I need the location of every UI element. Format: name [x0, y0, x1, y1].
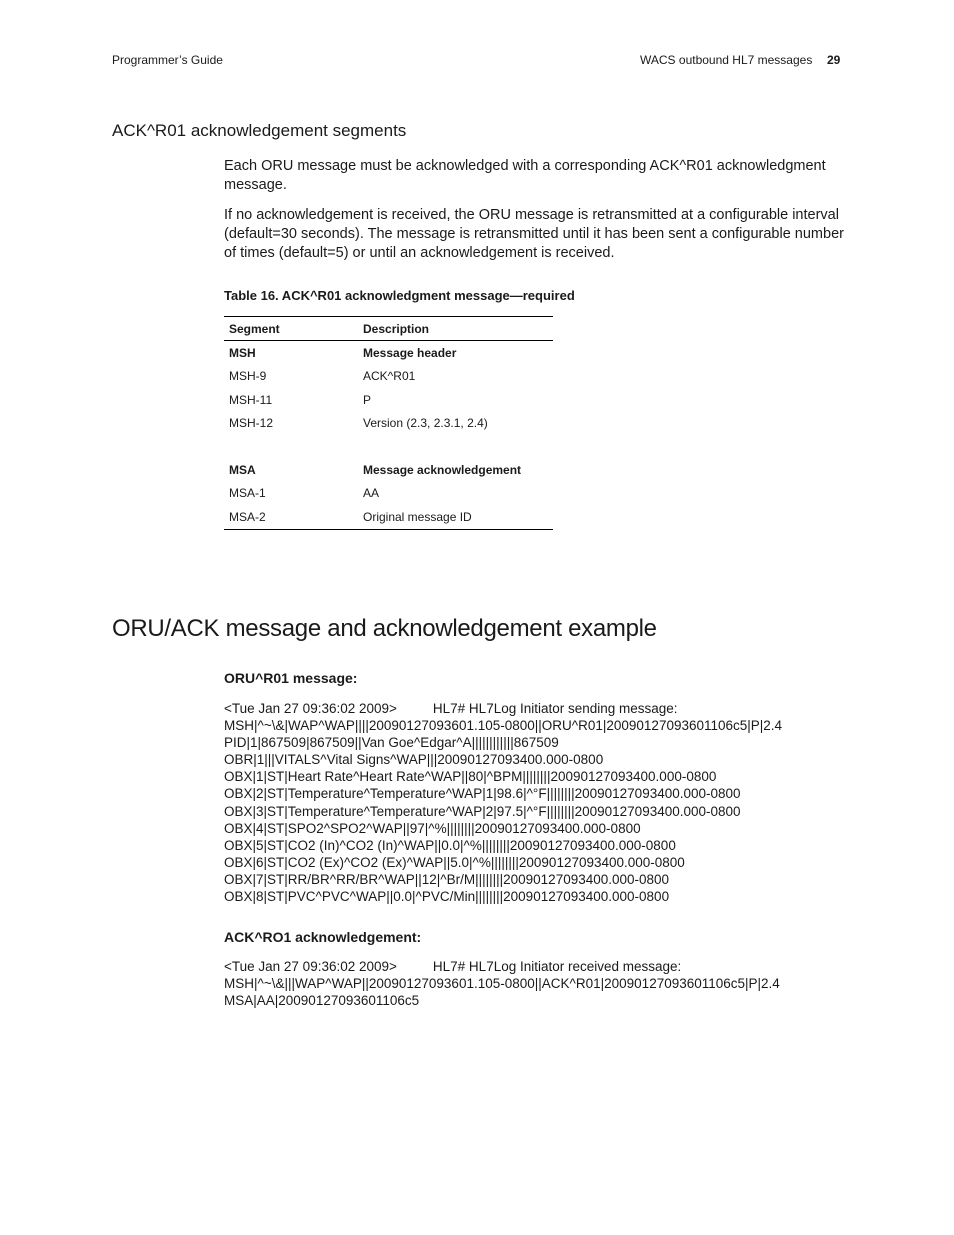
intro-paragraph: Each ORU message must be acknowledged with a corresponding ACK^R01 acknowledgment message.: [224, 158, 826, 193]
message-line: OBX|8|ST|PVC^PVC^WAP||0.0|^PVC/Min||||||||20090127093400.000-0800: [224, 889, 670, 905]
description-cell: Message header: [363, 346, 457, 361]
page-number: 29: [827, 53, 841, 67]
message-line: MSA|AA|20090127093601106c5: [224, 993, 420, 1009]
segment-cell: MSH-9: [229, 369, 267, 384]
table-group-row: [224, 458, 553, 481]
message-line: OBX|7|ST|RR/BR^RR/BR^WAP||12|^Br/M||||||||20090127093400.000-0800: [224, 871, 670, 887]
description-cell: AA: [363, 486, 380, 501]
retransmit-paragraph: If no acknowledgement is received, the ORU message is retransmitted at a configurable interval (default=30 seconds). The message is retransmitted until it has been sent a configurable number of times (default=5) or until an acknowledgement is received.: [224, 207, 844, 261]
table-row: [224, 388, 553, 411]
message-line: OBR|1|||VITALS^Vital Signs^WAP|||20090127093400.000-0800: [224, 752, 604, 768]
log-line: [224, 700, 904, 717]
table-row: [224, 365, 553, 388]
segment-cell: MSA-1: [229, 486, 266, 501]
message-line: MSH|^~\&|||WAP^WAP||20090127093601.105-0800||ACK^R01|20090127093601106c5|P|2.4: [224, 976, 780, 992]
log-timestamp: <Tue Jan 27 09:36:02 2009>: [224, 959, 397, 974]
table-spacer-row: [224, 435, 553, 458]
table-row: [224, 482, 553, 505]
table-row: [224, 505, 553, 529]
section-title: ACK^R01 acknowledgement segments: [112, 121, 407, 140]
segment-cell: MSH-11: [229, 392, 273, 407]
message-line: OBX|4|ST|SPO2^SPO2^WAP||97|^%||||||||20090127093400.000-0800: [224, 820, 641, 836]
description-cell: P: [363, 392, 372, 407]
log-text: HL7# HL7Log Initiator sending message:: [432, 701, 678, 716]
table-header-row: [224, 317, 553, 341]
table-caption: Table 16. ACK^R01 acknowledgment message—required: [224, 288, 575, 303]
message-line: OBX|2|ST|Temperature^Temperature^WAP|1|98.6|^°F||||||||20090127093400.000-0800: [224, 786, 741, 802]
spacer-cell: [224, 435, 358, 458]
ack-segments-table: [224, 316, 553, 530]
segment-cell: MSA: [229, 463, 256, 478]
message-line: PID|1|867509|867509||Van Goe^Edgar^A||||||||||||867509: [224, 735, 559, 751]
segment-cell: MSH: [229, 346, 256, 361]
message-line: MSH|^~\&|WAP^WAP||||20090127093601.105-0800||ORU^R01|20090127093601106c5|P|2.4: [224, 718, 783, 734]
message-line: OBX|1|ST|Heart Rate^Heart Rate^WAP||80|^BPM||||||||20090127093400.000-0800: [224, 769, 717, 785]
description-cell: ACK^R01: [363, 369, 416, 384]
column-header-description: Description: [363, 321, 430, 336]
column-header-segment: Segment: [229, 321, 280, 336]
spacer-cell: [358, 435, 553, 458]
table-group-row: [224, 341, 553, 365]
description-cell: Message acknowledgement: [363, 463, 522, 478]
oru-heading: ORU^R01 message:: [224, 670, 358, 686]
log-line: [224, 958, 904, 975]
table-row: [224, 412, 553, 435]
message-line: OBX|5|ST|CO2 (In)^CO2 (In)^WAP||0.0|^%||||||||20090127093400.000-0800: [224, 837, 676, 853]
description-cell: Original message ID: [363, 509, 472, 524]
oru-message-block: [224, 700, 904, 905]
example-title: ORU/ACK message and acknowledgement example: [112, 615, 657, 642]
log-text: HL7# HL7Log Initiator received message:: [432, 959, 682, 974]
ack-message-block: [224, 958, 904, 1009]
segment-cell: MSH-12: [229, 416, 274, 431]
description-cell: Version (2.3, 2.3.1, 2.4): [363, 416, 488, 431]
message-line: OBX|6|ST|CO2 (Ex)^CO2 (Ex)^WAP||5.0|^%||||||||20090127093400.000-0800: [224, 854, 685, 870]
running-header-right: WACS outbound HL7 messages: [640, 53, 813, 67]
running-header-left: Programmer’s Guide: [112, 53, 223, 67]
log-timestamp: <Tue Jan 27 09:36:02 2009>: [224, 701, 397, 716]
segment-cell: MSA-2: [229, 509, 266, 524]
ack-heading: ACK^RO1 acknowledgement:: [224, 929, 422, 945]
message-line: OBX|3|ST|Temperature^Temperature^WAP|2|97.5|^°F||||||||20090127093400.000-0800: [224, 803, 741, 819]
